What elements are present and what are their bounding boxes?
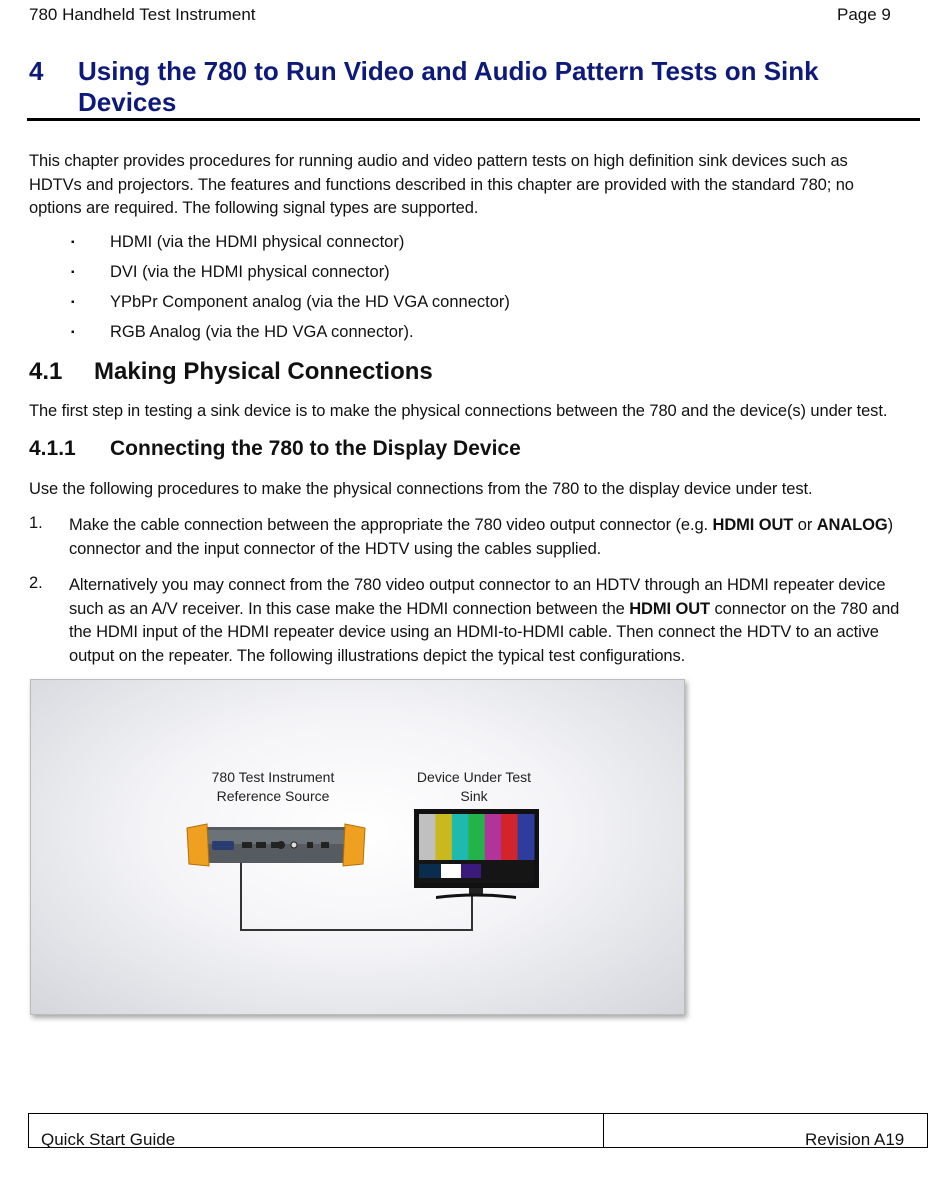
intro-line: HDTVs and projectors. The features and functions described in this chapter are provided with the standard 780; no — [29, 175, 854, 194]
analog-label: ANALOG — [816, 516, 888, 534]
footer-guide-title: Quick Start Guide — [41, 1130, 176, 1149]
step-line: the HDMI input of the HDMI repeater device using an HDMI-to-HDMI cable. Then connect the HDTV to an active — [69, 623, 879, 641]
step-line: Alternatively you may connect from the 780 video output connector to an HDTV through an HDMI repeater device — [69, 576, 886, 594]
sink-label-line2: Sink — [460, 788, 488, 804]
color-bar — [518, 814, 535, 860]
step-text-run: Make the cable connection between the appropriate the 780 video output connector (e.g. — [69, 516, 713, 534]
display-device-icon — [414, 809, 539, 899]
intro-line: This chapter provides procedures for running audio and video pattern tests on high definition sink devices such as — [29, 152, 848, 170]
instrument-780-icon — [187, 824, 365, 866]
bullet-marker: ▪ — [71, 297, 75, 308]
step-1-text — [69, 514, 929, 561]
color-bar — [485, 814, 502, 860]
hdmi-out-label: HDMI OUT — [712, 516, 794, 534]
intro-line: options are required. The following signal types are supported. — [29, 199, 479, 217]
color-bar — [435, 814, 452, 860]
step-number: 2. — [29, 574, 43, 592]
sink-label-line1: Device Under Test — [416, 769, 532, 785]
bullet-item: DVI (via the HDMI physical connector) — [110, 263, 390, 281]
footer-divider — [603, 1113, 604, 1148]
running-header-title: 780 Handheld Test Instrument — [29, 5, 256, 24]
color-bar — [419, 814, 436, 860]
subsection-paragraph: Use the following procedures to make the physical connections from the 780 to the display device under test. — [29, 480, 813, 498]
page-number: Page 9 — [837, 5, 891, 24]
bullet-item: YPbPr Component analog (via the HD VGA connector) — [110, 293, 510, 311]
subsection-title: Connecting the 780 to the Display Device — [110, 437, 521, 460]
chapter-number: 4 — [29, 56, 44, 86]
hdmi-out-label: HDMI OUT — [629, 599, 711, 618]
step-line: output on the repeater. The following illustrations depict the typical test configurations. — [69, 646, 686, 665]
color-bar — [452, 814, 469, 860]
footer-revision: Revision A19 — [805, 1130, 905, 1149]
chapter-title-line2: Devices — [78, 87, 177, 117]
source-label-line2: Reference Source — [216, 788, 330, 804]
source-label-line1: 780 Test Instrument — [211, 769, 335, 785]
step-text-run: ) — [887, 516, 894, 534]
step-line — [69, 514, 929, 538]
step-text-run: or — [793, 516, 817, 534]
bullet-item: HDMI (via the HDMI physical connector) — [110, 233, 405, 251]
instrument-bumper-left — [187, 824, 209, 866]
step-line: connector and the input connector of the HDTV using the cables supplied. — [69, 539, 602, 558]
intro-paragraph — [29, 150, 909, 221]
chapter-rule — [27, 118, 920, 121]
connection-diagram — [30, 679, 685, 1015]
chapter-title-line1: Using the 780 to Run Video and Audio Pattern Tests on Sink — [78, 56, 819, 86]
bullet-item: RGB Analog (via the HD VGA connector). — [110, 323, 414, 341]
bullet-marker: ▪ — [71, 327, 75, 338]
color-bar — [501, 814, 518, 860]
section-paragraph: The first step in testing a sink device is to make the physical connections between the 780 and the device(s) under test. — [29, 402, 888, 420]
bullet-marker: ▪ — [71, 267, 75, 278]
step-text-run: connector on the 780 and — [710, 599, 900, 618]
color-bars — [419, 814, 535, 860]
step-line — [69, 598, 929, 622]
step-text-run: such as an A/V receiver. In this case make the HDMI connection between the — [69, 599, 630, 618]
color-bar — [468, 814, 485, 860]
step-number: 1. — [29, 514, 43, 532]
step-2-text — [69, 574, 929, 668]
bullet-marker: ▪ — [71, 237, 75, 248]
instrument-bumper-right — [343, 824, 365, 866]
section-number: 4.1 — [29, 358, 63, 385]
section-title: Making Physical Connections — [94, 358, 433, 385]
subsection-number: 4.1.1 — [29, 437, 76, 460]
diagram-svg — [31, 680, 684, 1014]
